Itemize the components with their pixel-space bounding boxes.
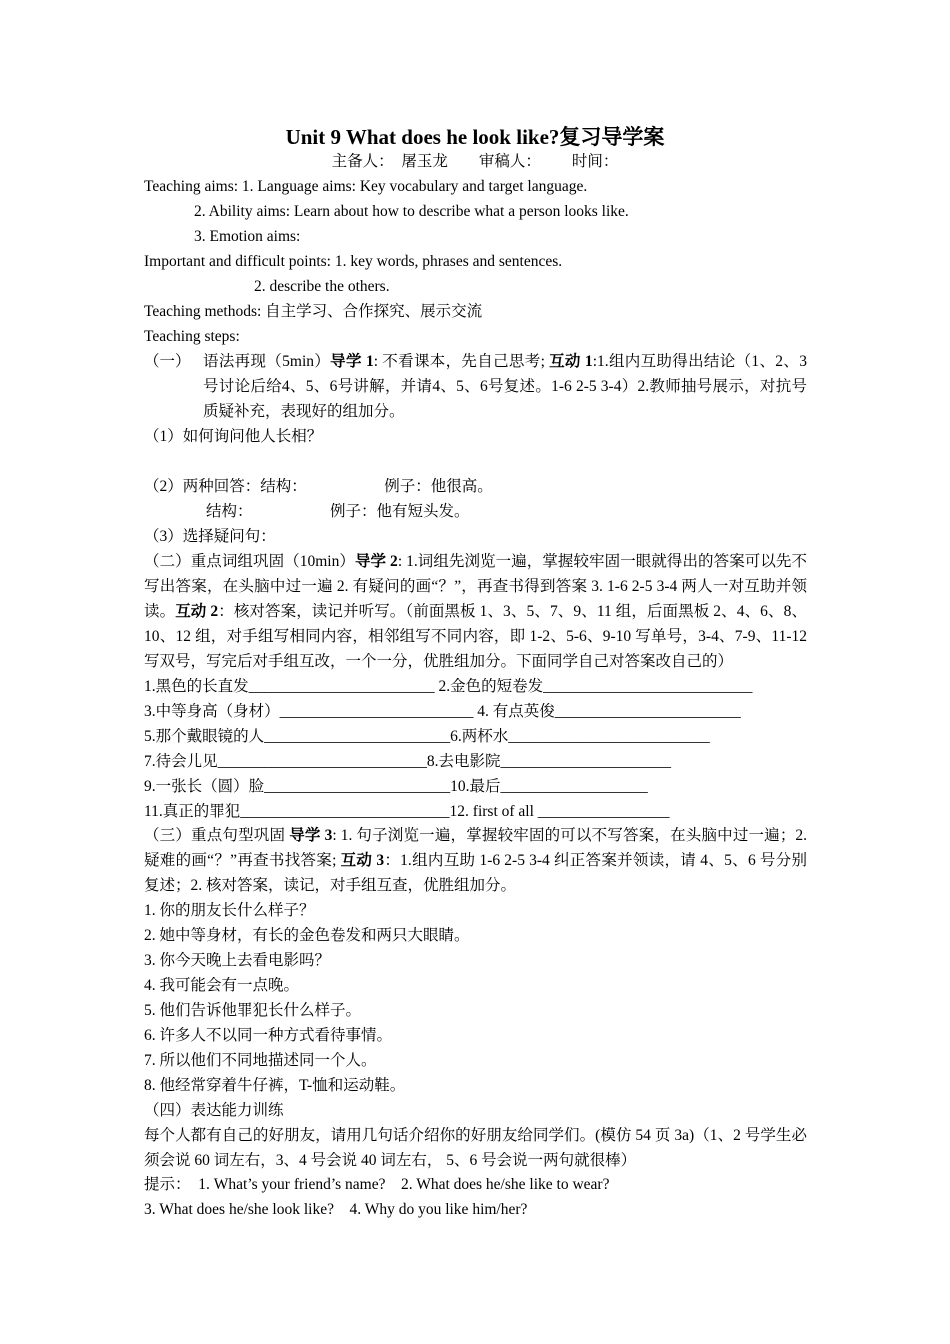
emotion-aims: 3. Emotion aims: [194, 228, 301, 245]
key-points: Important and difficult points: 1. key words, phrases and sentences. [144, 253, 563, 270]
section1-marker: （一） [144, 353, 191, 370]
author-line: 主备人： 屠玉龙 审稿人： 时间： [331, 153, 619, 170]
sentence-item: 5. 他们告诉他罪犯长什么样子。 [144, 1002, 362, 1019]
phrase-row: 1.黑色的长直发________________________ 2.金色的短卷发___________________________ [144, 678, 753, 695]
section2-text: （二）重点词组巩固（10min）导学 2: 1.词组先浏览一遍，掌握较牢固一眼就得出的答案可以先不写出答案，在头脑中过一遍 2. 有疑问的画“？”，再查书得到答案 3. 1-6 2-5 3-4 两人一对互助并领读。互动 2：核对答案，读记并听写。（前面黑板 1、3、5、7、9、11 组，后面黑板 2、4、6、8、10、12 组，对手组写相同内容，相邻组写不同内容，即 1-2、5-6、9-10 写单号，3-4、7-9、11-12 写双号，写完后对手组互改，一个一分，优胜组加分。下面同学自己对答案改自己的） [144, 553, 807, 670]
ability-aims: 2. Ability aims: Learn about how to describe what a person looks like. [194, 203, 629, 220]
sentence-item: 7. 所以他们不同地描述同一个人。 [144, 1052, 377, 1069]
phrase-row: 3.中等身高（身材）_________________________ 4. 有点英俊________________________ [144, 703, 741, 720]
phrase-row: 7.待会儿见___________________________8.去电影院______________________ [144, 753, 672, 770]
phrase-row: 11.真正的罪犯___________________________12. first of all _________________ [144, 803, 670, 820]
question-3: （3）选择疑问句： [144, 528, 276, 545]
teaching-methods: Teaching methods: 自主学习、合作探究、展示交流 [144, 303, 483, 320]
section3-text: （三）重点句型巩固 导学 3: 1. 句子浏览一遍，掌握较牢固的可以不写答案，在头脑中过一遍；2. 疑难的画“？”再查书找答案; 互动 3：1.组内互助 1-6 2-5 3-4 纠正答案并领读，请 4、5、6 号分别复述；2. 核对答案，读记，对手组互查，优胜组加分。 [144, 827, 807, 894]
sentence-item: 6. 许多人不以同一种方式看待事情。 [144, 1027, 393, 1044]
section1-text: 语法再现（5min）导学 1: 不看课本，先自己思考; 互动 1:1.组内互助得出结论（1、2、3号讨论后给4、5、6号讲解，并请4、5、6号复述。1-6 2-5 3-4）2.教师抽号展示，对抗号质疑补充，表现好的组加分。 [203, 353, 807, 420]
hint-line-2: 3. What does he/she look like? 4. Why do you like him/her? [144, 1201, 528, 1218]
phrase-row: 9.一张长（圆）脸________________________10.最后___________________ [144, 778, 648, 795]
phrase-row: 5.那个戴眼镜的人________________________6.两杯水__________________________ [144, 728, 710, 745]
hint-line-1: 提示： 1. What’s your friend’s name? 2. What does he/she like to wear? [144, 1176, 610, 1193]
section4-text: 每个人都有自己的好朋友，请用几句话介绍你的好朋友给同学们。(模仿 54 页 3a)（1、2 号学生必须会说 60 词左右，3、4 号会说 40 词左右， 5、6 号会说一两句就很棒） [144, 1127, 807, 1169]
teaching-steps: Teaching steps: [144, 328, 240, 345]
key-points-2: 2. describe the others. [254, 278, 390, 295]
sentence-item: 1. 你的朋友长什么样子？ [144, 902, 315, 919]
sentence-item: 2. 她中等身材，有长的金色卷发和两只大眼睛。 [144, 927, 470, 944]
question-1: （1）如何询问他人长相？ [144, 428, 323, 445]
sentence-item: 4. 我可能会有一点晚。 [144, 977, 300, 994]
sentence-item: 3. 你今天晚上去看电影吗？ [144, 952, 331, 969]
teaching-aims: Teaching aims: 1. Language aims: Key vocabulary and target language. [144, 178, 588, 195]
section4-heading: （四）表达能力训练 [144, 1102, 284, 1119]
question-2: （2）两种回答：结构： 例子：他很高。 [144, 478, 493, 495]
page-title: Unit 9 What does he look like?复习导学案 [285, 125, 665, 149]
sentence-item: 8. 他经常穿着牛仔裤，T-恤和运动鞋。 [144, 1077, 406, 1094]
question-2b: 结构： 例子：他有短头发。 [206, 503, 470, 520]
